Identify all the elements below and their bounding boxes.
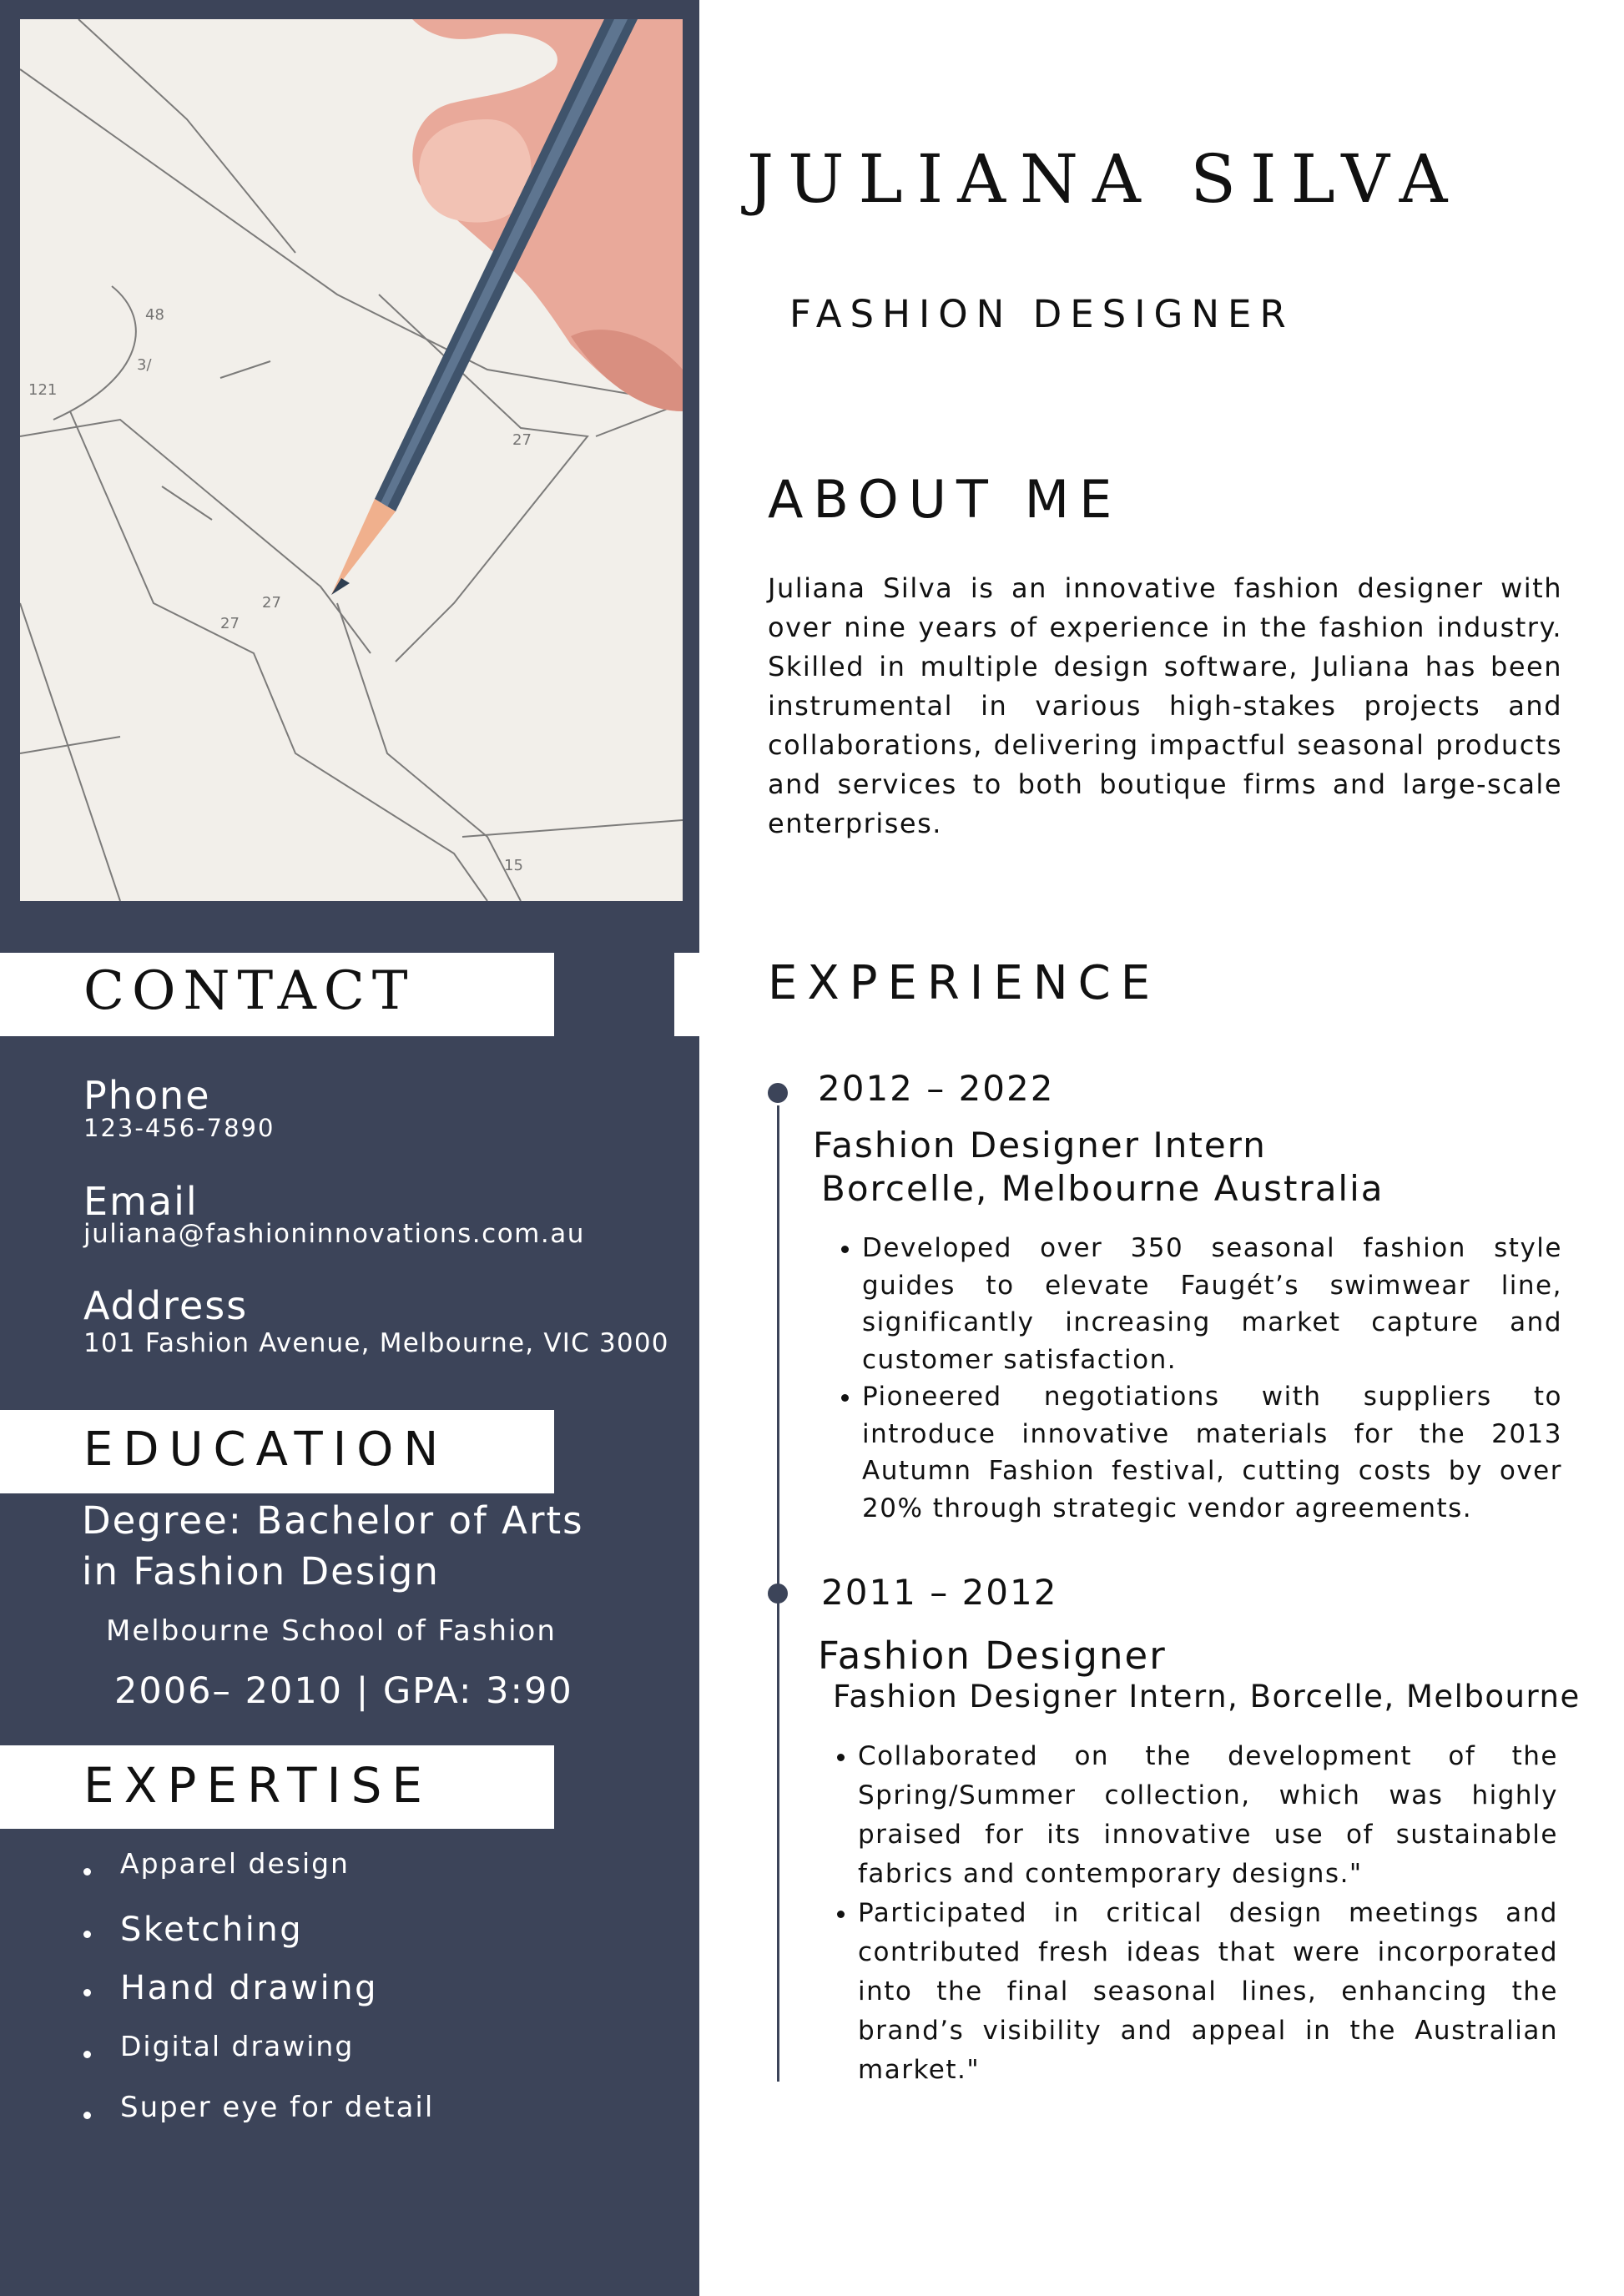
svg-text:27: 27 — [512, 431, 532, 449]
svg-text:27: 27 — [262, 594, 281, 612]
svg-text:121: 121 — [28, 381, 58, 399]
pencil-sketch-photo — [20, 19, 683, 901]
contact-heading-bar-right — [674, 953, 699, 1036]
degree-line2: in Fashion Design — [82, 1549, 440, 1594]
address-label: Address — [83, 1283, 249, 1328]
expertise-heading: EXPERTISE — [83, 1757, 433, 1814]
school-name: Melbourne School of Fashion — [106, 1614, 557, 1648]
job-role: Fashion Designer — [818, 1634, 1167, 1678]
job-bullet: • Developed over 350 seasonal fashion style guides to elevate Faugét’s swimwear line, significantly increasing market capture and customer satisfaction. — [862, 1230, 1562, 1378]
timeline-dot — [768, 1584, 788, 1604]
experience-heading: EXPERIENCE — [768, 956, 1161, 1010]
job-bullet: • Participated in critical design meetings and contributed fresh ideas that were incorporated into the final seasonal lines, enhancing the brand’s visibility and appeal in the Australian market." — [858, 1894, 1558, 2090]
education-years-gpa: 2006– 2010 | GPA: 3:90 — [114, 1670, 573, 1712]
phone-value: 123-456-7890 — [83, 1114, 275, 1142]
job-years: 2012 – 2022 — [818, 1068, 1055, 1109]
job-role: Fashion Designer Intern — [813, 1125, 1267, 1166]
about-heading: ABOUT ME — [768, 469, 1122, 530]
degree-line1: Degree: Bachelor of Arts — [82, 1498, 584, 1543]
skill-item: Apparel design — [120, 1847, 350, 1880]
job-bullet: • Collaborated on the development of the Spring/Summer collection, which was highly praised for its innovative use of sustainable fabrics and contemporary designs." — [858, 1737, 1558, 1894]
job-company: Fashion Designer Intern, Borcelle, Melbourne — [833, 1679, 1581, 1714]
job-bullet: • Pioneered negotiations with suppliers to introduce innovative materials for the 2013 Autumn Fashion festival, cutting costs by over 20% through strategic vendor agreements. — [862, 1378, 1562, 1527]
job-bullets — [825, 1230, 1562, 1527]
timeline-dot — [768, 1083, 788, 1103]
job-company: Borcelle, Melbourne Australia — [821, 1168, 1384, 1209]
skill-item: Digital drawing — [120, 2030, 354, 2062]
svg-text:3/: 3/ — [137, 356, 152, 374]
svg-text:48: 48 — [145, 306, 164, 324]
education-heading: EDUCATION — [83, 1422, 449, 1477]
svg-text:27: 27 — [220, 615, 240, 632]
svg-text:15: 15 — [504, 857, 523, 874]
skill-item: Super eye for detail — [120, 2091, 434, 2124]
skill-item: Hand drawing — [120, 1969, 378, 2007]
phone-label: Phone — [83, 1073, 211, 1118]
email-value: juliana@fashioninnovations.com.au — [83, 1219, 585, 1249]
job-years: 2011 – 2012 — [821, 1572, 1058, 1613]
email-label: Email — [83, 1179, 199, 1224]
contact-heading: CONTACT — [83, 960, 416, 1022]
skill-item: Sketching — [120, 1911, 303, 1949]
applicant-name: JULIANA SILVA — [747, 140, 1462, 218]
job-bullets — [821, 1737, 1558, 2090]
job-title: FASHION DESIGNER — [789, 292, 1294, 336]
address-value: 101 Fashion Avenue, Melbourne, VIC 3000 — [83, 1328, 669, 1358]
about-text: Juliana Silva is an innovative fashion designer with over nine years of experience in the fashion industry. Skilled in multiple design software, Juliana has been instrumental in various high-stakes projects and collaborations, delivering impactful seasonal products and services to both boutique firms and large-scale enterprises. — [768, 572, 1562, 839]
